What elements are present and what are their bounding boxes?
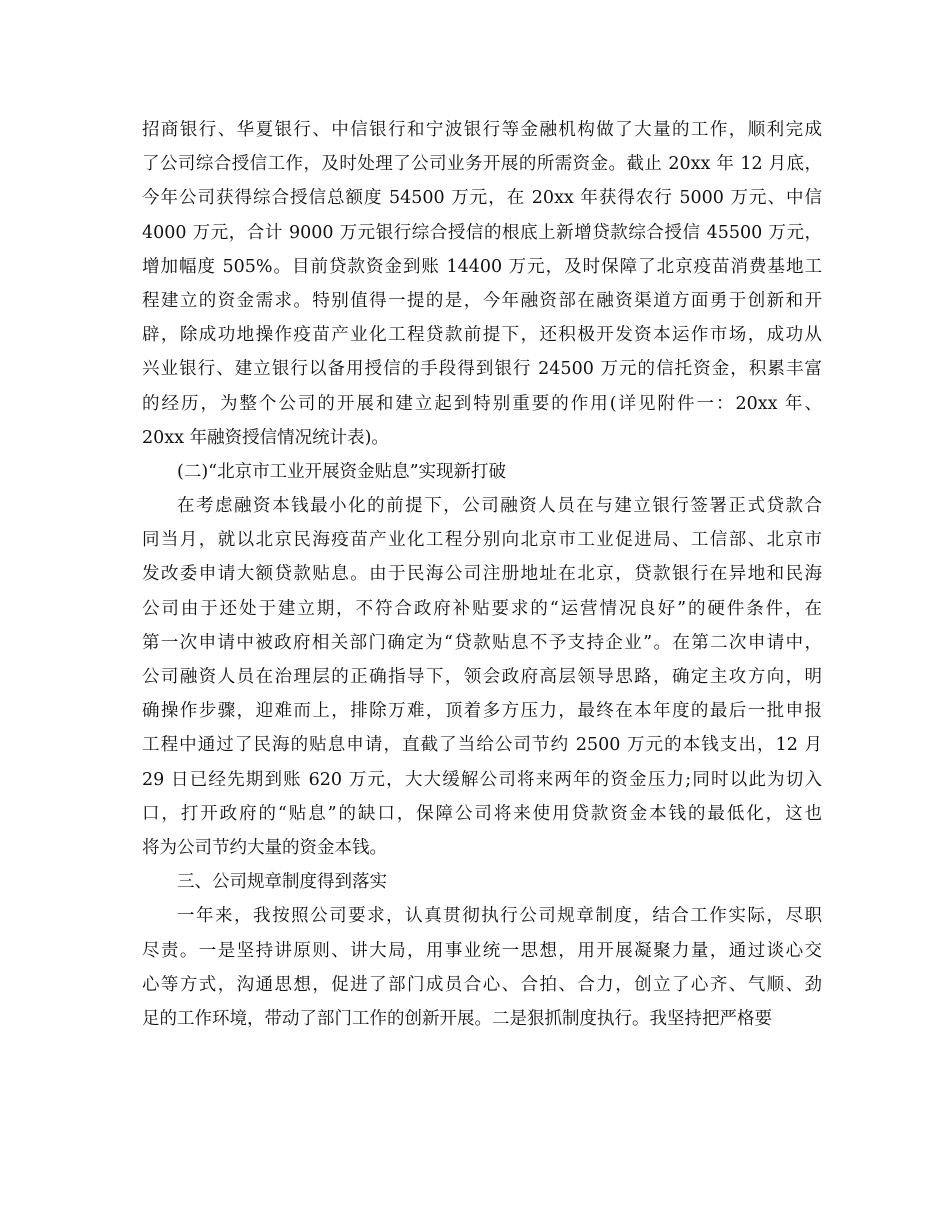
text-line: 第一次申请中被政府相关部门确定为“贷款贴息不予支持企业”。在第二次申请中，	[142, 632, 822, 653]
document-body	[142, 113, 822, 1036]
text-line: 同当月，就以北京民海疫苗产业化工程分别向北京市工业促进局、工信部、北京市	[142, 530, 822, 551]
text-line: 公司由于还处于建立期，不符合政府补贴要求的“运营情况良好”的硬件条件，在	[142, 598, 822, 619]
text-line: 足的工作环境，带动了部门工作的创新开展。二是狠抓制度执行。我坚持把严格要	[142, 1008, 772, 1029]
section-heading	[142, 865, 822, 899]
text-line: 程建立的资金需求。特别值得一提的是，今年融资部在融资渠道方面勇于创新和开	[142, 290, 822, 311]
text-line: 口，打开政府的“贴息”的缺口，保障公司将来使用贷款资金本钱的最低化，这也	[142, 803, 822, 824]
text-line: 心等方式，沟通思想，促进了部门成员合心、合拍、合力，创立了心齐、气顺、劲	[142, 974, 822, 995]
text-line: 增加幅度 505%。目前贷款资金到账 14400 万元，及时保障了北京疫苗消费基地工	[142, 256, 822, 277]
text-line: 公司融资人员在治理层的正确指导下，领会政府高层领导思路，确定主攻方向，明	[142, 667, 822, 687]
section-heading	[142, 455, 822, 489]
text-line: 在考虑融资本钱最小化的前提下，公司融资人员在与建立银行签署正式贷款合	[177, 496, 822, 517]
text-line: 20xx 年融资授信情况统计表)。	[142, 427, 389, 448]
text-line: 工程中通过了民海的贴息申请，直截了当给公司节约 2500 万元的本钱支出，12 月	[142, 735, 822, 756]
text-line: 确操作步骤，迎难而上，排除万难，顶着多方压力，最终在本年度的最后一批申报	[142, 701, 822, 722]
text-line: 发改委申请大额贷款贴息。由于民海公司注册地址在北京，贷款银行在异地和民海	[142, 564, 822, 585]
text-line: 29 日已经先期到账 620 万元，大大缓解公司将来两年的资金压力;同时以此为切入	[142, 769, 822, 790]
text-line: 三、公司规章制度得到落实	[177, 872, 387, 893]
paragraph	[142, 899, 822, 1036]
text-line: 一年来，我按照公司要求，认真贯彻执行公司规章制度，结合工作实际，尽职	[177, 906, 822, 927]
text-line: 了公司综合授信工作，及时处理了公司业务开展的所需资金。截止 20xx 年 12 月底，	[142, 154, 822, 175]
text-line: 兴业银行、建立银行以备用授信的手段得到银行 24500 万元的信托资金，积累丰富	[142, 359, 822, 380]
text-line: 今年公司获得综合授信总额度 54500 万元，在 20xx 年获得农行 5000 万元、中信	[142, 188, 822, 209]
text-line: 将为公司节约大量的资金本钱。	[142, 837, 387, 858]
paragraph	[142, 489, 822, 865]
paragraph	[142, 113, 822, 455]
text-line: 的经历，为整个公司的开展和建立起到特别重要的作用(详见附件一：20xx 年、	[142, 393, 822, 414]
text-line: 尽责。一是坚持讲原则、讲大局，用事业统一思想，用开展凝聚力量，通过谈心交	[142, 940, 822, 961]
text-line: 辟，除成功地操作疫苗产业化工程贷款前提下，还积极开发资本运作市场，成功从	[142, 325, 822, 346]
text-line: 招商银行、华夏银行、中信银行和宁波银行等金融机构做了大量的工作，顺利完成	[142, 120, 822, 140]
text-line: 4000 万元，合计 9000 万元银行综合授信的根底上新增贷款综合授信 45500 万元，	[142, 222, 822, 243]
text-line: (二)“北京市工业开展资金贴息”实现新打破	[177, 461, 507, 482]
